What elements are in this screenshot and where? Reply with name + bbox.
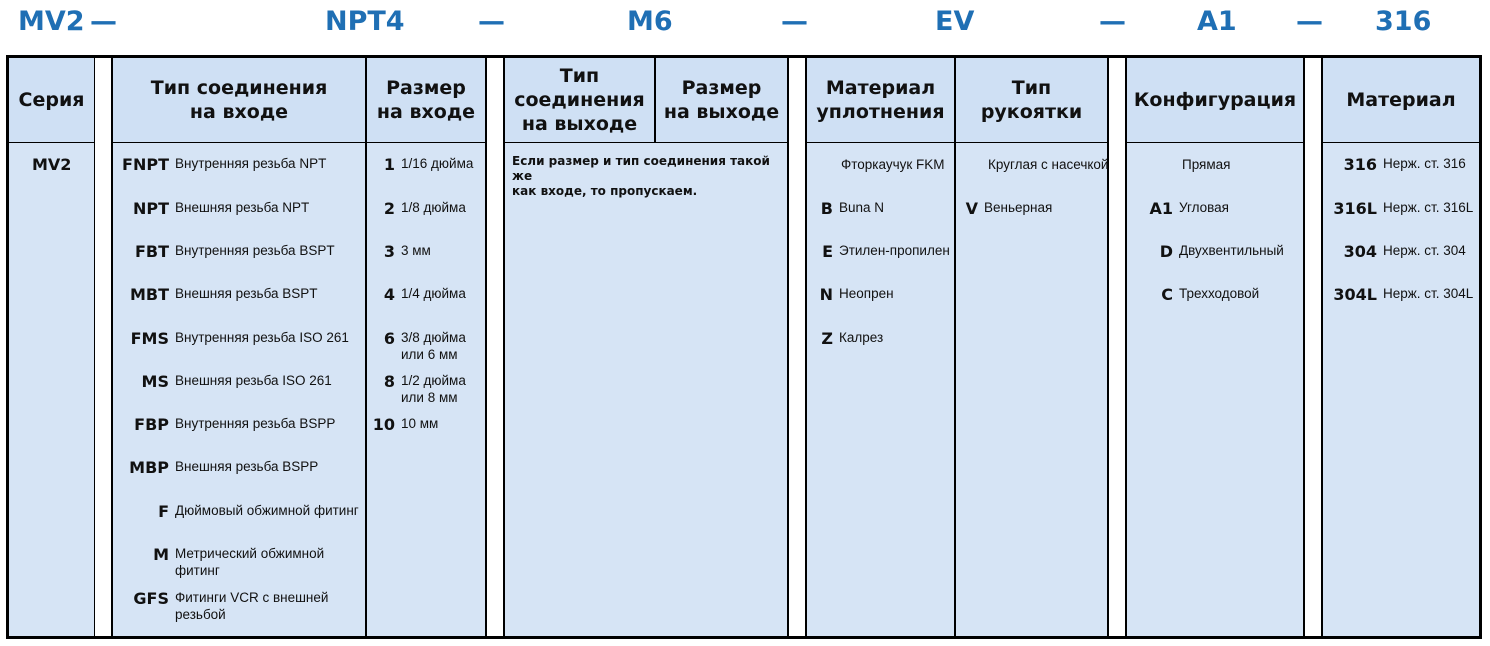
material-label: Нерж. ст. 316L: [1383, 200, 1474, 215]
inlet-type-label: Внутренняя резьба BSPP: [175, 416, 336, 431]
header-handle: Тип рукоятки: [956, 58, 1107, 142]
cell-series: [9, 143, 94, 636]
inlet-size-label: 10 мм: [401, 416, 439, 431]
seal-code: Z: [821, 329, 833, 348]
material-option: [1323, 242, 1466, 261]
inlet-size-option: [367, 329, 466, 363]
inlet-type-label: Фитинги VCR с внешней резьбой: [175, 590, 329, 622]
code-dash: —: [90, 6, 117, 37]
inlet-size-option: [367, 199, 466, 218]
config-default: Прямая: [1182, 157, 1231, 172]
inlet-size-option: [367, 242, 431, 261]
inlet-type-option: [113, 458, 318, 477]
inlet-type-option: [113, 372, 332, 391]
handle-default: Круглая с насечкой: [988, 157, 1109, 172]
code-dash: —: [781, 6, 808, 37]
inlet-type-code: FBP: [134, 415, 169, 434]
material-code: 316: [1343, 155, 1377, 174]
inlet-size-label: 1/4 дюйма: [401, 286, 466, 301]
inlet-type-option: [113, 589, 328, 623]
config-label: Двухвентильный: [1179, 243, 1284, 258]
material-label: Нерж. ст. 304L: [1383, 286, 1474, 301]
header-inlet-size: Размер на входе: [367, 58, 485, 142]
outlet-note: Если размер и тип соединения такой же как входе, то пропускаем.: [512, 154, 770, 198]
code-size: M6: [627, 6, 673, 37]
code-material: 316: [1375, 6, 1432, 37]
inlet-type-option: [113, 545, 324, 579]
inlet-type-label: Внешняя резьба NPT: [175, 200, 310, 215]
inlet-type-option: [113, 502, 359, 521]
inlet-type-option: [113, 415, 335, 434]
material-option: [1323, 155, 1466, 174]
column-gap: [789, 58, 805, 636]
inlet-type-option: [113, 242, 335, 261]
inlet-type-option: [113, 329, 349, 348]
column-gap: [487, 58, 503, 636]
seal-code: E: [822, 242, 833, 261]
inlet-type-code: M: [153, 545, 169, 564]
inlet-type-code: FBT: [134, 242, 169, 261]
handle-option: [956, 199, 1052, 218]
seal-label: Калрез: [839, 330, 884, 345]
header-outlet-size: Размер на выходе: [656, 58, 787, 142]
inlet-size-option: [367, 372, 466, 406]
inlet-type-code: NPT: [132, 199, 169, 218]
seal-default: Фторкаучук FKM: [841, 157, 945, 172]
inlet-size-code: 6: [383, 329, 395, 348]
inlet-type-label: Внешняя резьба BSPT: [175, 286, 318, 301]
inlet-size-label: 3/8 дюйма или 6 мм: [401, 330, 466, 362]
code-dash: —: [1099, 6, 1126, 37]
material-code: 304L: [1333, 285, 1377, 304]
inlet-size-label: 1/2 дюйма или 8 мм: [401, 373, 466, 405]
config-label: Трехходовой: [1179, 286, 1260, 301]
inlet-type-code: FMS: [130, 329, 169, 348]
inlet-type-label: Внутренняя резьба ISO 261: [175, 330, 349, 345]
header-inlet-type: Тип соединения на входе: [113, 58, 365, 142]
inlet-type-code: GFS: [133, 589, 169, 608]
header-seal: Материал уплотнения: [807, 58, 954, 142]
inlet-type-option: [113, 199, 309, 218]
header-config: Конфигурация: [1127, 58, 1303, 142]
inlet-type-label: Дюймовый обжимной фитинг: [175, 503, 359, 518]
config-code: D: [1159, 242, 1173, 261]
config-code: A1: [1149, 199, 1173, 218]
config-option: [1127, 242, 1284, 261]
header-outlet-type: Тип соединения на выходе: [505, 58, 654, 142]
header-material: Материал: [1323, 58, 1479, 142]
inlet-size-code: 3: [383, 242, 395, 261]
inlet-size-code: 4: [383, 285, 395, 304]
inlet-size-option: [367, 155, 473, 174]
inlet-type-code: MBT: [129, 285, 169, 304]
inlet-size-label: 1/8 дюйма: [401, 200, 466, 215]
config-code: C: [1161, 285, 1173, 304]
inlet-size-label: 1/16 дюйма: [401, 156, 474, 171]
code-seal: EV: [935, 6, 975, 37]
material-label: Нерж. ст. 316: [1383, 156, 1466, 171]
inlet-type-code: MBP: [129, 458, 169, 477]
seal-code: B: [820, 199, 833, 218]
seal-option: [807, 242, 950, 261]
seal-option: [807, 285, 894, 304]
config-label: Угловая: [1179, 200, 1229, 215]
material-option: [1323, 199, 1473, 218]
seal-option: [807, 329, 883, 348]
inlet-type-label: Метрический обжимной фитинг: [175, 546, 325, 578]
cell-outlet: [505, 143, 787, 636]
inlet-type-option: [113, 285, 318, 304]
inlet-size-option: [367, 285, 466, 304]
inlet-size-code: 1: [383, 155, 395, 174]
inlet-type-code: F: [158, 502, 169, 521]
inlet-type-option: [113, 155, 326, 174]
inlet-size-code: 2: [383, 199, 395, 218]
handle-code: V: [965, 199, 978, 218]
config-option: [1127, 199, 1229, 218]
series-value: MV2: [32, 155, 72, 174]
seal-label: Неопрен: [839, 286, 894, 301]
inlet-size-code: 8: [383, 372, 395, 391]
code-series: MV2: [18, 6, 85, 37]
column-gap: [1305, 58, 1321, 636]
column-gap: [95, 58, 111, 636]
material-option: [1323, 285, 1473, 304]
material-code: 304: [1343, 242, 1377, 261]
code-config: A1: [1197, 6, 1237, 37]
seal-label: Buna N: [839, 200, 885, 215]
header-series: Серия: [9, 58, 94, 142]
material-label: Нерж. ст. 304: [1383, 243, 1466, 258]
code-inlet: NPT4: [325, 6, 405, 37]
inlet-size-label: 3 мм: [401, 243, 431, 258]
seal-option: [807, 199, 884, 218]
inlet-type-label: Внутренняя резьба BSPT: [175, 243, 335, 258]
inlet-type-code: MS: [141, 372, 169, 391]
seal-label: Этилен-пропилен: [839, 243, 950, 258]
material-code: 316L: [1333, 199, 1377, 218]
inlet-size-code: 10: [372, 415, 395, 434]
config-option: [1127, 285, 1259, 304]
column-gap: [1109, 58, 1125, 636]
inlet-type-label: Внешняя резьба ISO 261: [175, 373, 332, 388]
code-dash: —: [478, 6, 505, 37]
inlet-type-label: Внутренняя резьба NPT: [175, 156, 327, 171]
inlet-type-label: Внешняя резьба BSPP: [175, 459, 319, 474]
seal-code: N: [819, 285, 833, 304]
inlet-type-code: FNPT: [122, 155, 169, 174]
inlet-size-option: [367, 415, 438, 434]
code-dash: —: [1296, 6, 1323, 37]
handle-label: Веньерная: [984, 200, 1053, 215]
